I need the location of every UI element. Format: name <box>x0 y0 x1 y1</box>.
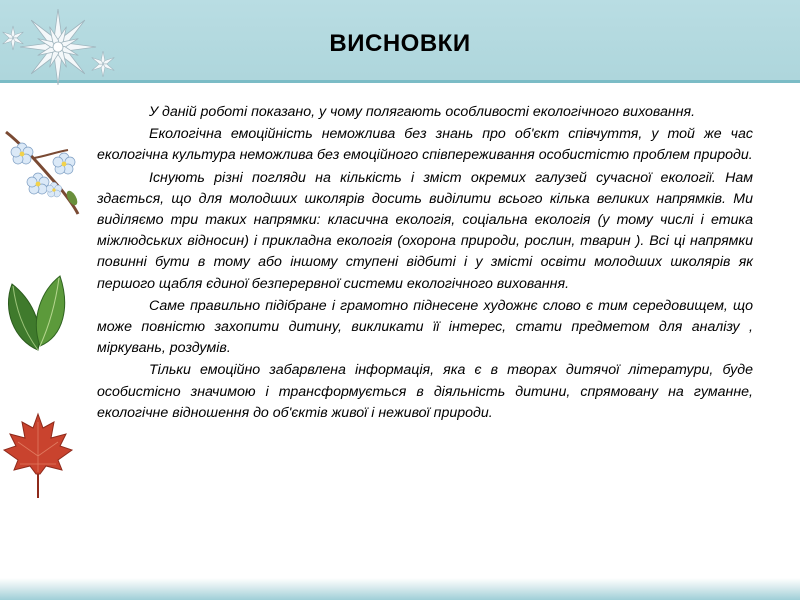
slide-footer <box>0 578 800 600</box>
forget-me-not-icon <box>4 128 86 216</box>
green-leaves-icon <box>4 270 68 354</box>
slide-title: ВИСНОВКИ <box>329 30 471 57</box>
paragraph: Існують різні погляди на кількість і зміст окремих галузей сучасної екології. Нам здається, що для молодших школярів досить виділити всього кілька великих напрямків. Ми виділяємо три таких напрямки: класична екологія, соціальна екологія (у тому числі і етика міжлюдських відносин) і прикладна екологія (охорона природи, рослин, тварин ). Всі ці напрямки повинні бути в тому або іншому ступені відбиті і у змісті освіти молодших школярів як першого щабля єдиної безперервної системи екологічного виховання. <box>97 169 753 292</box>
paragraph: Екологічна емоційність неможлива без знань про об'єкт співчуття, у той же час екологічна культура неможлива без емоційного співпереживання особистістю проблем природи. <box>97 126 753 164</box>
conclusions-body <box>97 102 753 425</box>
paragraph: У даній роботі показано, у чому полягають особливості екологічного виховання. <box>149 104 696 120</box>
maple-leaf-icon <box>2 412 74 500</box>
paragraph: Саме правильно підібране і грамотно піднесене художнє слово є тим середовищем, що може повністю захопити дитину, викликати її інтерес, стати предметом для аналізу , міркувань, роздумів. <box>97 297 753 357</box>
paragraph: Тільки емоційно забарвлена інформація, яка є в творах дитячої літератури, буде особистісно значимою і трансформується в діяльність дитини, спрямовану на гуманне, екологічне відношення до об'єктів живої і неживої природи. <box>97 362 753 421</box>
